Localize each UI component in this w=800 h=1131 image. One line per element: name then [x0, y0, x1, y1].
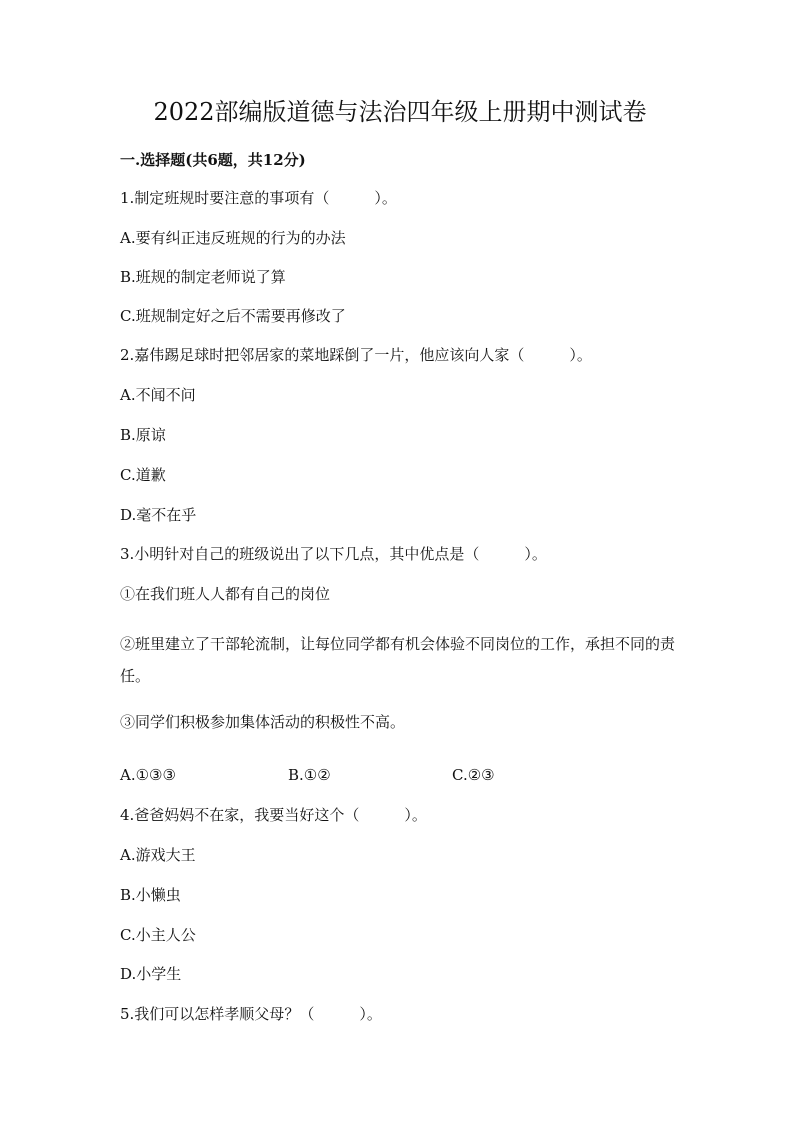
- question-2-option-a: A.不闻不问: [120, 386, 196, 404]
- question-2-stem: 2.嘉伟踢足球时把邻居家的菜地踩倒了一片，他应该向人家（ ）。: [120, 346, 592, 364]
- question-4-option-a: A.游戏大王: [120, 846, 196, 864]
- question-3-option-c: C.②③: [452, 766, 495, 784]
- question-1-option-c: C.班规制定好之后不需要再修改了: [120, 307, 346, 325]
- question-1-stem: 1.制定班规时要注意的事项有（ ）。: [120, 189, 397, 207]
- question-1-option-a: A.要有纠正违反班规的行为的办法: [120, 229, 346, 247]
- document-title: 2022部编版道德与法治四年级上册期中测试卷: [153, 98, 647, 126]
- question-1-option-b: B.班规的制定老师说了算: [120, 268, 286, 286]
- question-4-option-d: D.小学生: [120, 965, 182, 983]
- question-4-stem: 4.爸爸妈妈不在家，我要当好这个（ ）。: [120, 806, 427, 824]
- question-4-option-c: C.小主人公: [120, 926, 196, 944]
- question-4-option-b: B.小懒虫: [120, 886, 181, 904]
- question-3-statement-1: ①在我们班人人都有自己的岗位: [120, 585, 331, 603]
- question-3-stem: 3.小明针对自己的班级说出了以下几点，其中优点是（ ）。: [120, 545, 547, 563]
- question-3-option-a: A.①③③: [120, 766, 176, 784]
- question-3-statement-2: ②班里建立了干部轮流制，让每位同学都有机会体验不同岗位的工作，承担不同的责任。: [120, 635, 676, 685]
- question-3-option-b: B.①②: [288, 766, 331, 784]
- question-2-option-b: B.原谅: [120, 426, 166, 444]
- section-heading: 一.选择题(共6题，共12分): [120, 151, 306, 169]
- question-5-stem: 5.我们可以怎样孝顺父母？（ ）。: [120, 1005, 382, 1023]
- question-2-option-d: D.毫不在乎: [120, 506, 197, 524]
- question-3-statement-3: ③同学们积极参加集体活动的积极性不高。: [120, 713, 406, 731]
- question-2-option-c: C.道歉: [120, 466, 166, 484]
